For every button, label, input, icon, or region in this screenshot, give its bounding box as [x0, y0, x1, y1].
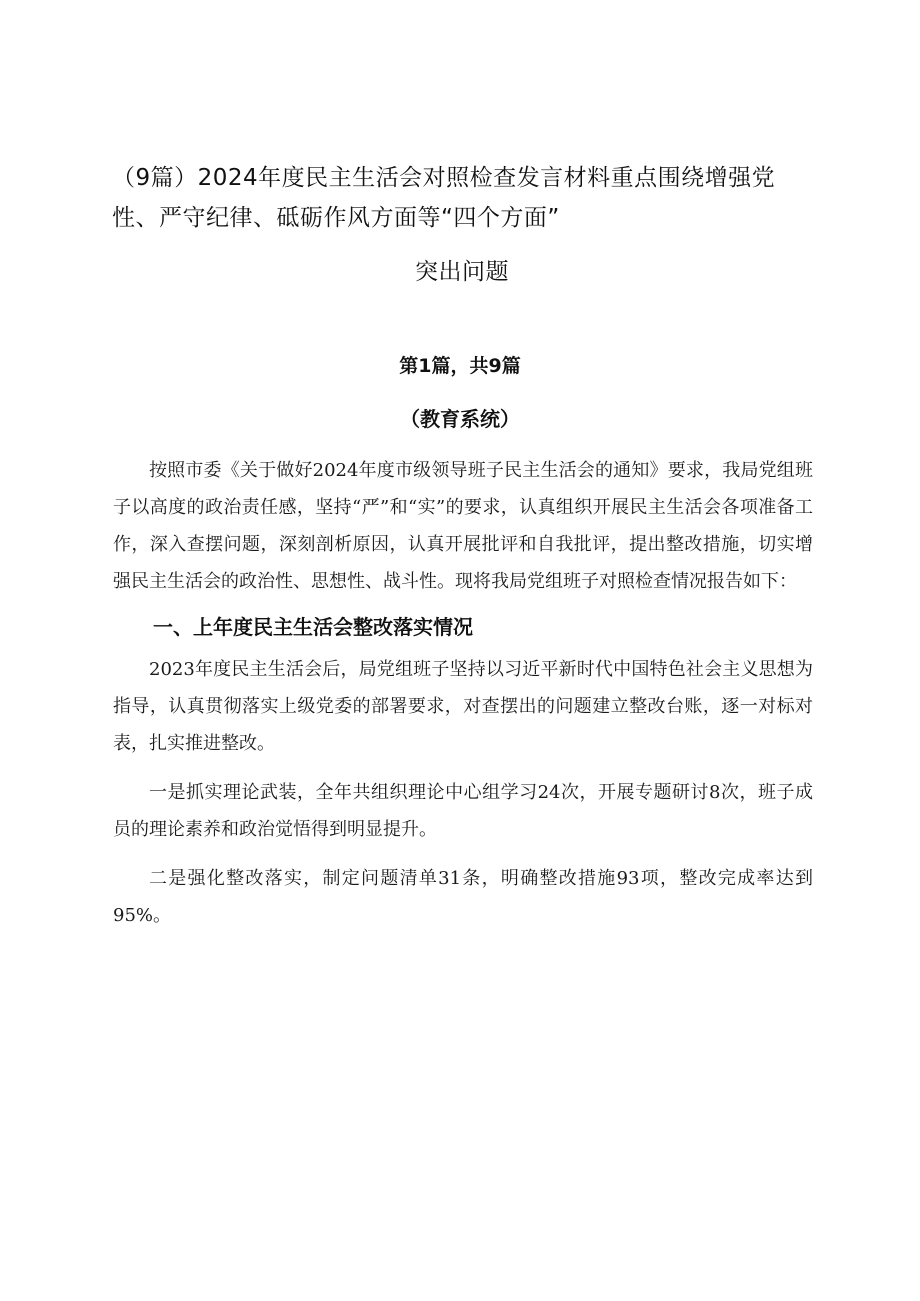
section-1-paragraph-3: 二是强化整改落实，制定问题清单31条，明确整改措施93项，整改完成率达到95%。 [113, 868, 813, 926]
section-1-paragraph-1: 2023年度民主生活会后，局党组班子坚持以习近平新时代中国特色社会主义思想为指导，认真贯彻落实上级党委的部署要求，对查摆出的问题建立整改台账，逐一对标对表，扎实推进整改。 [113, 659, 813, 754]
intro-paragraph: 按照市委《关于做好2024年度市级领导班子民主生活会的通知》要求，我局党组班子以高度的政治责任感，坚持“严”和“实”的要求，认真组织开展民主生活会各项准备工作，深入查摆问题，深刻剖析原因，认真开展批评和自我批评，提出整改措施，切实增强民主生活会的政治性、思想性、战斗性。现将我局党组班子对照检查情况报告如下： [113, 460, 813, 592]
system-heading: （教育系统） [400, 407, 520, 431]
title-line-1: （9篇）2024年度民主生活会对照检查发言材料重点围绕增强党 [112, 165, 776, 191]
document-title [112, 158, 812, 292]
part-heading: 第1篇，共9篇 [399, 355, 521, 377]
section-1-paragraph-2: 一是抓实理论武装，全年共组织理论中心组学习24次，开展专题研讨8次，班子成员的理论素养和政治觉悟得到明显提升。 [113, 782, 813, 840]
title-line-3: 突出问题 [415, 259, 509, 285]
document-body [113, 452, 813, 934]
section-1-heading: 一、上年度民主生活会整改落实情况 [153, 615, 473, 639]
title-line-2: 性、严守纪律、砥砺作风方面等“四个方面” [112, 205, 560, 231]
